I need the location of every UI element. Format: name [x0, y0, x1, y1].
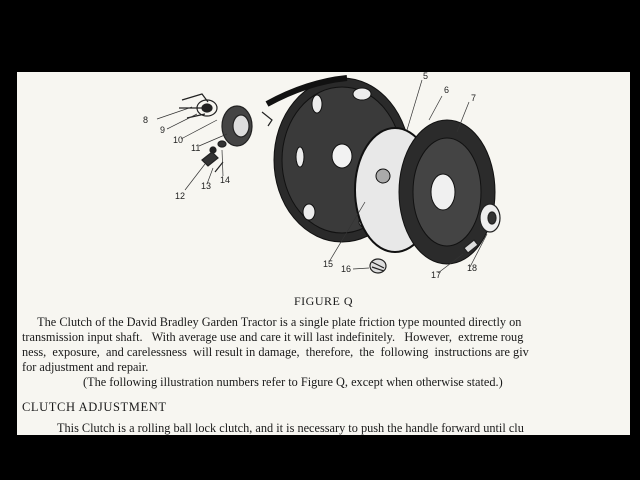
paragraph-line: transmission input shaft. With average use and care it will last indefinitely. However, extreme roug — [22, 330, 524, 344]
figure-reference-note: (The following illustration numbers refer to Figure Q, except when otherwise stated.) — [83, 375, 503, 389]
callout-12: 12 — [175, 191, 186, 201]
paragraph-line: for adjustment and repair. — [22, 360, 149, 374]
callout-7: 7 — [471, 93, 477, 103]
callout-17: 17 — [431, 270, 442, 280]
spring — [370, 259, 386, 273]
section-heading: CLUTCH ADJUSTMENT — [22, 400, 167, 414]
callout-8: 8 — [143, 115, 149, 125]
callout-5: 5 — [423, 72, 429, 81]
clutch-adjustment-paragraph: This Clutch is a rolling ball lock clutch, and it is necessary to push the handle forward until clu — [57, 421, 524, 435]
callout-6: 6 — [444, 85, 450, 95]
intro-paragraph — [22, 315, 630, 375]
callout-14: 14 — [220, 175, 231, 185]
callout-10: 10 — [173, 135, 184, 145]
paragraph-line: The Clutch of the David Bradley Garden Tractor is a single plate friction type mounted directly on — [22, 315, 522, 329]
manual-page — [17, 72, 630, 435]
pulley — [399, 120, 495, 264]
figure-caption: FIGURE Q — [293, 294, 353, 308]
callout-18: 18 — [467, 263, 478, 273]
callout-9: 9 — [160, 125, 166, 135]
callout-15: 15 — [323, 259, 334, 269]
callout-16: 16 — [341, 264, 352, 274]
callout-11: 11 — [191, 143, 201, 153]
callout-13: 13 — [201, 181, 212, 191]
paragraph-line: ness, exposure, and carelessness will result in damage, therefore, the following instructions are giv — [22, 345, 529, 359]
